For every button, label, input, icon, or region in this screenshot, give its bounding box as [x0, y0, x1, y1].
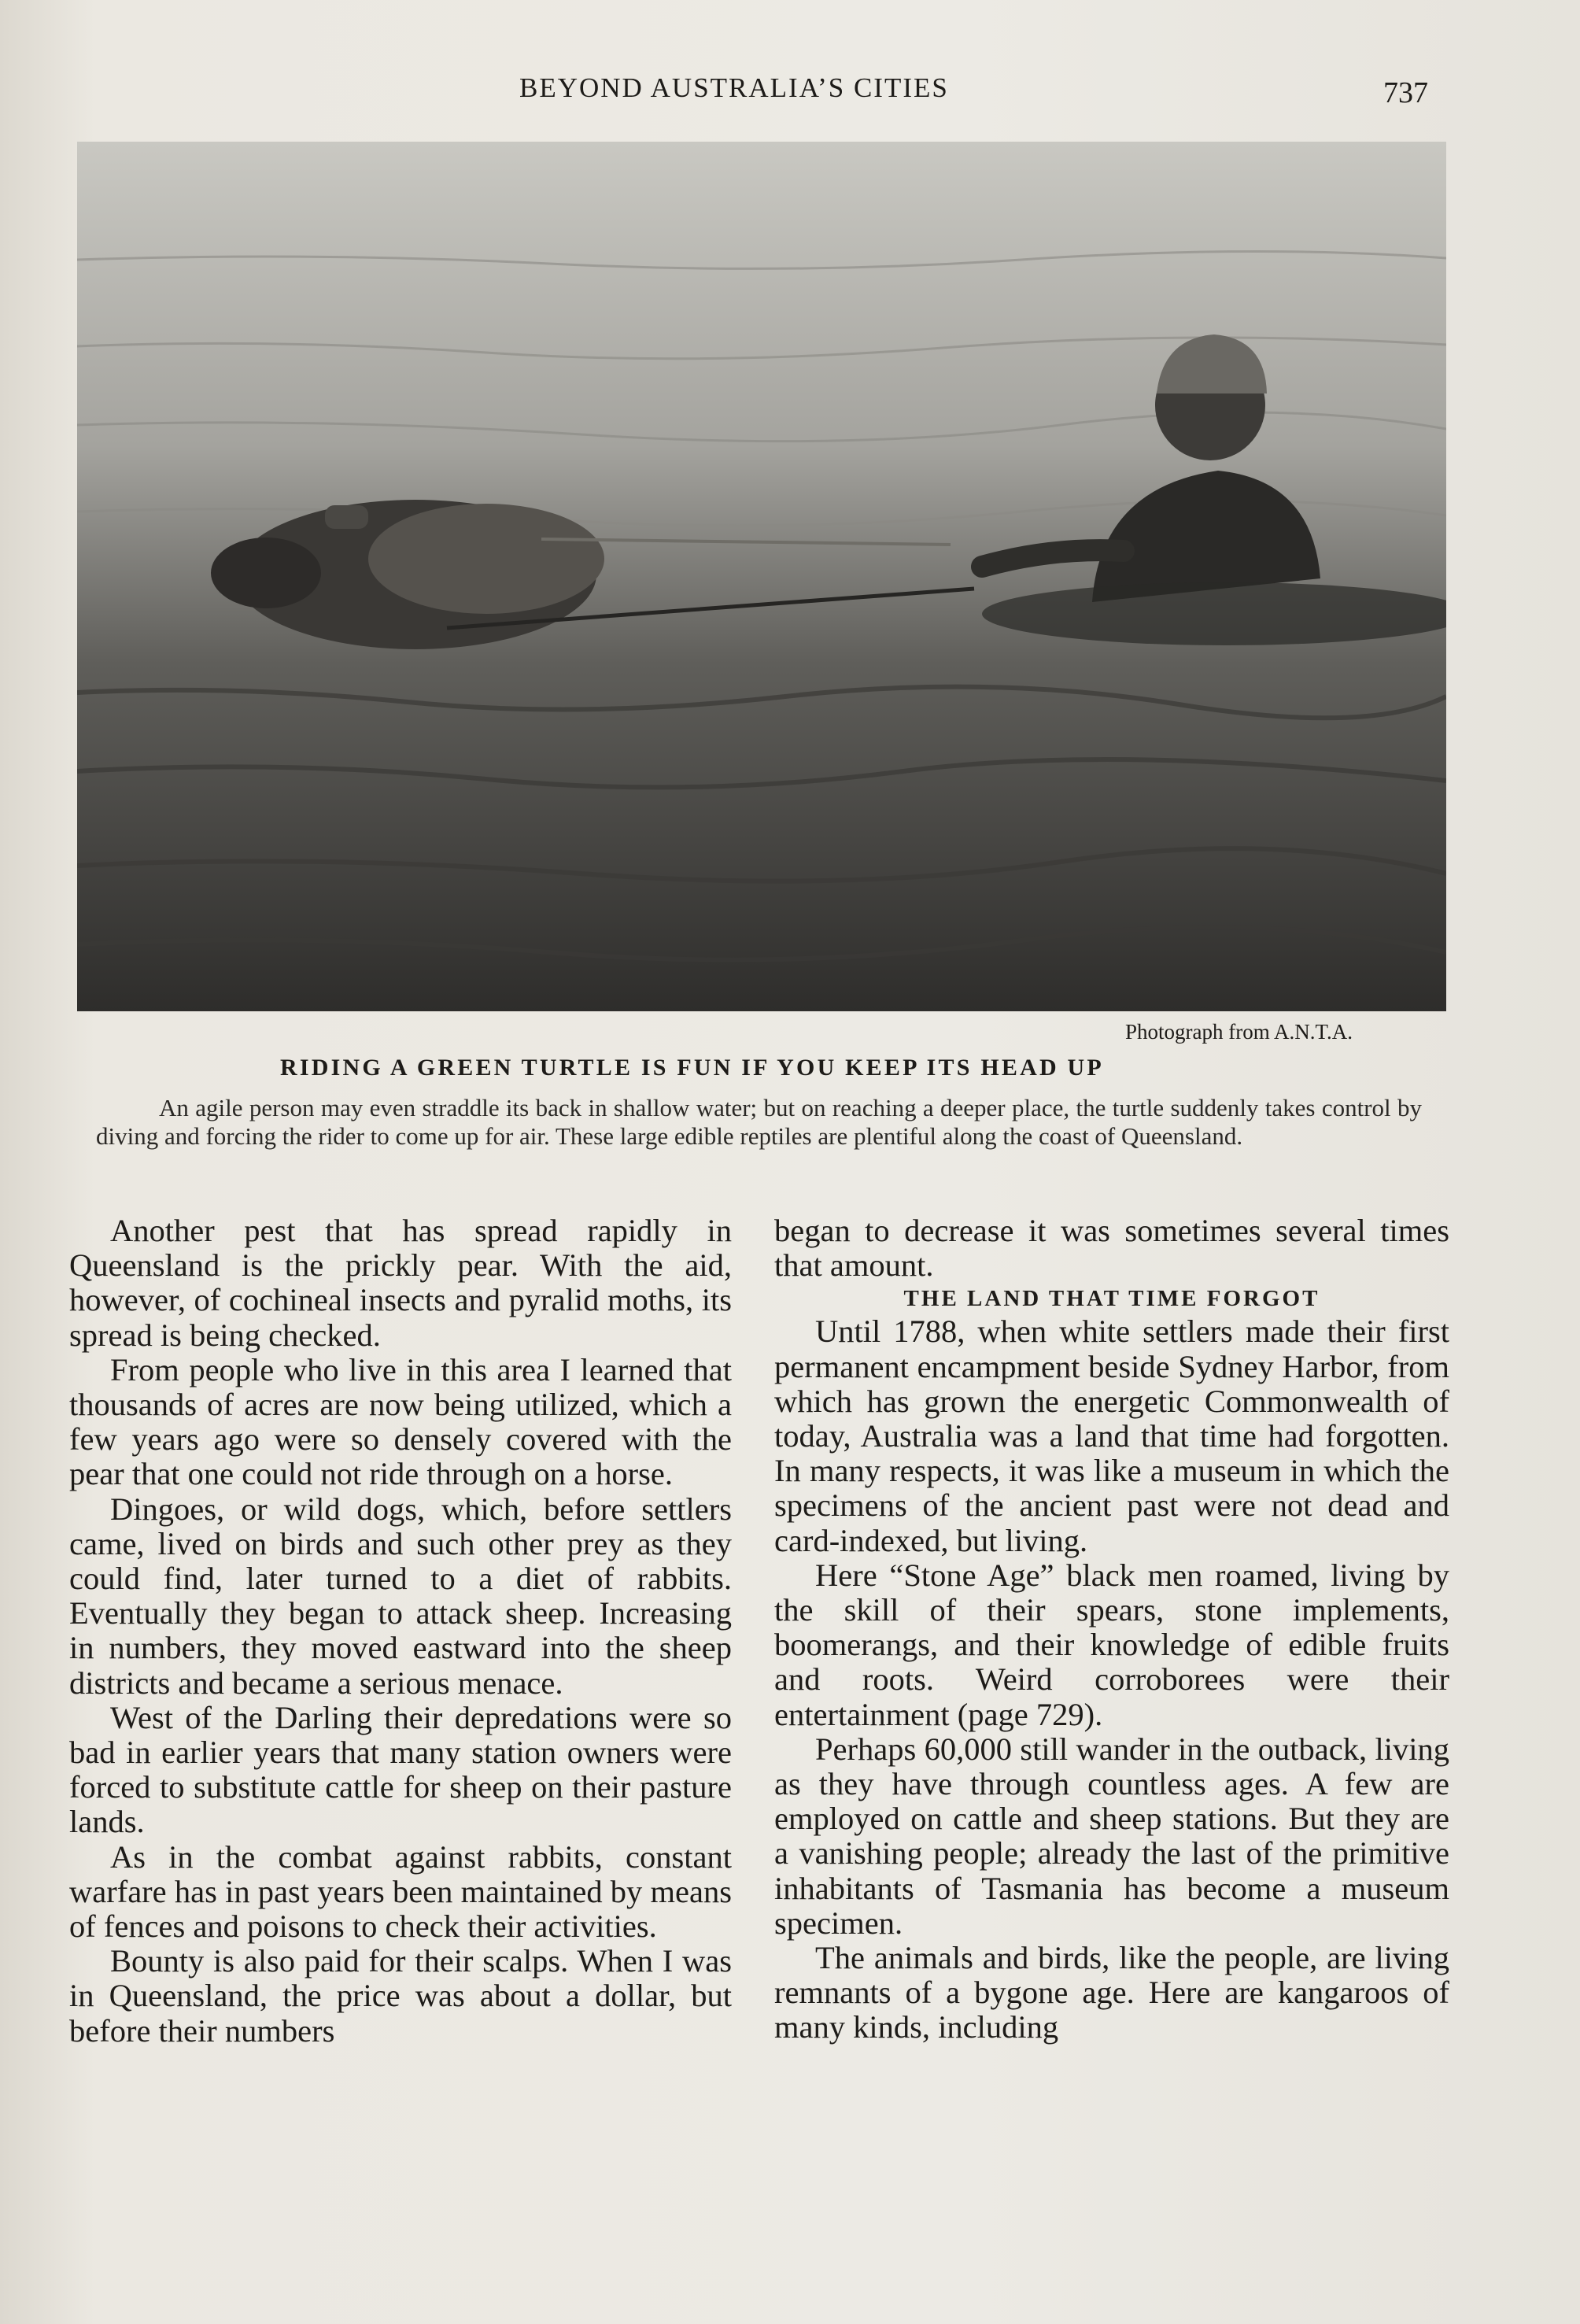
- paragraph: Until 1788, when white settlers made their first permanent encampment beside Sydney Harbor, from which has grown the energetic Commonwealth of today, Australia was a land that time had forgotten. In many respects, it was like a museum in which the specimens of the ancient past were not dead and card-indexed, but living.: [774, 1313, 1449, 1558]
- paragraph: As in the combat against rabbits, constant warfare has in past years been maintained by means of fences and poisons to check their activities.: [69, 1838, 732, 1945]
- paragraph: Here “Stone Age” black men roamed, living by the skill of their spears, stone implements, boomerangs, and their knowledge of edible fruits and roots. Weird corroborees were their entertainment (page 729).: [774, 1557, 1449, 1732]
- photo-credit: Photograph from A.N.T.A.: [1125, 1020, 1353, 1044]
- paragraph: Dingoes, or wild dogs, which, before settlers came, lived on birds and such other prey as they could find, later turned to a diet of rabbits. Eventually they began to attack sheep. Increasing in numbers, they moved eastward into the sheep districts and became a serious menace.: [69, 1491, 732, 1701]
- paragraph-continuation: began to decrease it was sometimes several times that amount.: [774, 1213, 1449, 1284]
- paragraph: From people who live in this area I learned that thousands of acres are now being utilized, which a few years ago were so densely covered with the pear that one could not ride through on a horse.: [69, 1351, 732, 1492]
- paragraph: Another pest that has spread rapidly in Queensland is the prickly pear. With the aid, however, of cochineal insects and pyralid moths, its spread is being checked.: [69, 1213, 732, 1353]
- paragraph: Perhaps 60,000 still wander in the outback, living as they have through countless ages. A few are employed on cattle and sheep stations. But they are a vanishing people; already the last of the primitive inhabitants of Tasmania has become a museum specimen.: [774, 1731, 1449, 1941]
- paragraph: West of the Darling their depredations were so bad in earlier years that many station owners were forced to substitute cattle for sheep on their pasture lands.: [69, 1699, 732, 1840]
- right-column: [774, 1214, 1449, 2045]
- caption-body: An agile person may even straddle its back in shallow water; but on reaching a deeper place, the turtle suddenly takes control by diving and forcing the rider to come up for air. These large edible reptiles are plentiful along the coast of Queensland.: [96, 1094, 1422, 1150]
- left-column: [69, 1214, 732, 2049]
- caption-title: RIDING A GREEN TURTLE IS FUN IF YOU KEEP ITS HEAD UP: [280, 1055, 1104, 1081]
- section-subheading: THE LAND THAT TIME FORGOT: [903, 1286, 1320, 1312]
- page-number: 737: [1383, 76, 1428, 109]
- running-head: BEYOND AUSTRALIA’S CITIES: [519, 72, 949, 103]
- paragraph: The animals and birds, like the people, are living remnants of a bygone age. Here are kangaroos of many kinds, including: [774, 1940, 1449, 2045]
- turtle-rider-photo: [77, 142, 1446, 1011]
- paragraph: Bounty is also paid for their scalps. When I was in Queensland, the price was about a dollar, but before their numbers: [69, 1943, 732, 2049]
